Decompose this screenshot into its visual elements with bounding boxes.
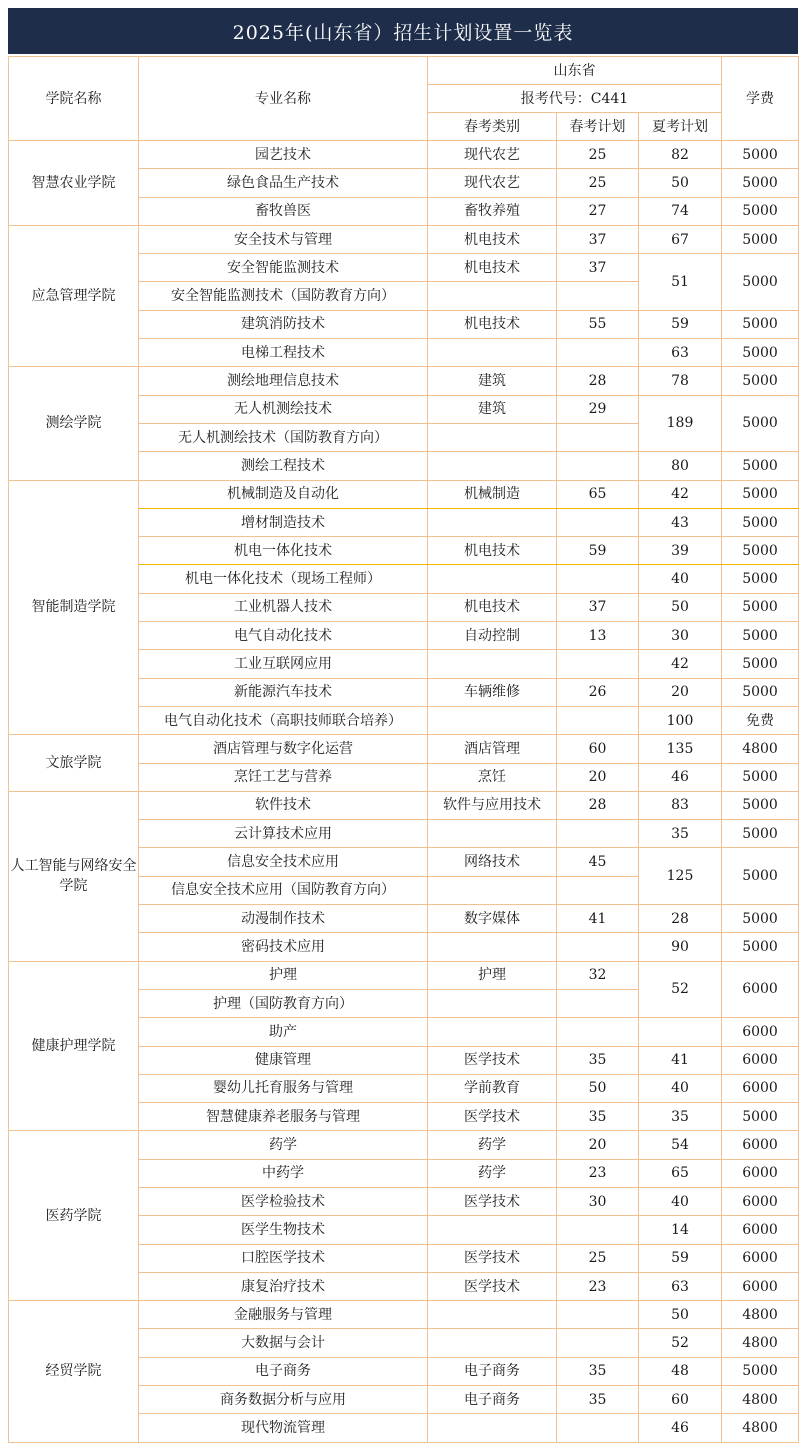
tuition-fee: 4800 <box>722 1329 799 1357</box>
header-fee: 学费 <box>722 57 799 141</box>
major-name: 安全智能监测技术（国防教育方向） <box>139 282 428 310</box>
summer-plan: 50 <box>639 593 722 621</box>
spring-category <box>428 820 557 848</box>
spring-plan: 23 <box>557 1159 639 1187</box>
tuition-fee: 6000 <box>722 1216 799 1244</box>
major-name: 电气自动化技术 <box>139 622 428 650</box>
spring-plan: 35 <box>557 1046 639 1074</box>
spring-category <box>428 706 557 734</box>
summer-plan: 46 <box>639 1414 722 1442</box>
tuition-fee: 5000 <box>722 310 799 338</box>
spring-category: 酒店管理 <box>428 735 557 763</box>
major-name: 医学检验技术 <box>139 1187 428 1215</box>
major-name: 健康管理 <box>139 1046 428 1074</box>
college-name: 医药学院 <box>9 1131 139 1301</box>
summer-plan: 65 <box>639 1159 722 1187</box>
tuition-fee: 免费 <box>722 706 799 734</box>
spring-category: 数字媒体 <box>428 905 557 933</box>
spring-category <box>428 339 557 367</box>
major-name: 测绘地理信息技术 <box>139 367 428 395</box>
spring-plan: 25 <box>557 1244 639 1272</box>
spring-plan: 26 <box>557 678 639 706</box>
spring-category: 自动控制 <box>428 622 557 650</box>
spring-category: 医学技术 <box>428 1187 557 1215</box>
tuition-fee: 4800 <box>722 735 799 763</box>
tuition-fee: 5000 <box>722 254 799 311</box>
spring-category <box>428 989 557 1017</box>
spring-category <box>428 1018 557 1046</box>
spring-category: 药学 <box>428 1159 557 1187</box>
spring-category: 畜牧养殖 <box>428 197 557 225</box>
summer-plan: 67 <box>639 225 722 253</box>
college-name: 智能制造学院 <box>9 480 139 735</box>
major-name: 增材制造技术 <box>139 508 428 536</box>
major-name: 密码技术应用 <box>139 933 428 961</box>
spring-plan: 20 <box>557 763 639 791</box>
summer-plan: 43 <box>639 508 722 536</box>
summer-plan: 41 <box>639 1046 722 1074</box>
spring-category: 药学 <box>428 1131 557 1159</box>
summer-plan: 59 <box>639 1244 722 1272</box>
summer-plan: 135 <box>639 735 722 763</box>
spring-category: 网络技术 <box>428 848 557 876</box>
major-name: 智慧健康养老服务与管理 <box>139 1103 428 1131</box>
major-name: 无人机测绘技术 <box>139 395 428 423</box>
summer-plan: 20 <box>639 678 722 706</box>
tuition-fee: 6000 <box>722 1018 799 1046</box>
spring-plan <box>557 339 639 367</box>
tuition-fee: 5000 <box>722 820 799 848</box>
spring-plan: 30 <box>557 1187 639 1215</box>
spring-plan <box>557 933 639 961</box>
major-name: 无人机测绘技术（国防教育方向） <box>139 423 428 451</box>
spring-plan <box>557 876 639 904</box>
tuition-fee: 5000 <box>722 678 799 706</box>
spring-plan: 29 <box>557 395 639 423</box>
summer-plan: 30 <box>639 622 722 650</box>
spring-plan: 20 <box>557 1131 639 1159</box>
spring-category: 机电技术 <box>428 593 557 621</box>
spring-category <box>428 423 557 451</box>
tuition-fee: 5000 <box>722 480 799 508</box>
spring-plan <box>557 820 639 848</box>
major-name: 机械制造及自动化 <box>139 480 428 508</box>
major-name: 安全技术与管理 <box>139 225 428 253</box>
spring-category: 医学技术 <box>428 1272 557 1300</box>
spring-category: 学前教育 <box>428 1074 557 1102</box>
spring-plan: 65 <box>557 480 639 508</box>
major-name: 机电一体化技术（现场工程师） <box>139 565 428 593</box>
spring-category: 机电技术 <box>428 225 557 253</box>
major-name: 中药学 <box>139 1159 428 1187</box>
tuition-fee: 5000 <box>722 141 799 169</box>
table-row <box>9 141 799 169</box>
spring-plan <box>557 1414 639 1442</box>
spring-plan <box>557 508 639 536</box>
spring-category <box>428 282 557 310</box>
major-name: 电气自动化技术（高职技师联合培养） <box>139 706 428 734</box>
college-name: 应急管理学院 <box>9 225 139 366</box>
summer-plan: 83 <box>639 791 722 819</box>
header-province: 山东省 <box>428 57 722 85</box>
tuition-fee: 5000 <box>722 508 799 536</box>
major-name: 软件技术 <box>139 791 428 819</box>
college-name: 人工智能与网络安全学院 <box>9 791 139 961</box>
major-name: 商务数据分析与应用 <box>139 1386 428 1414</box>
college-name: 文旅学院 <box>9 735 139 792</box>
spring-plan: 35 <box>557 1103 639 1131</box>
spring-plan <box>557 282 639 310</box>
spring-category: 护理 <box>428 961 557 989</box>
table-row <box>9 961 799 989</box>
header-row <box>9 57 799 85</box>
major-name: 信息安全技术应用 <box>139 848 428 876</box>
major-name: 助产 <box>139 1018 428 1046</box>
summer-plan: 59 <box>639 310 722 338</box>
summer-plan: 35 <box>639 820 722 848</box>
spring-plan: 25 <box>557 169 639 197</box>
major-name: 酒店管理与数字化运营 <box>139 735 428 763</box>
summer-plan: 125 <box>639 848 722 905</box>
tuition-fee: 5000 <box>722 791 799 819</box>
college-name: 智慧农业学院 <box>9 141 139 226</box>
summer-plan: 35 <box>639 1103 722 1131</box>
spring-plan: 37 <box>557 593 639 621</box>
tuition-fee: 5000 <box>722 395 799 452</box>
spring-plan: 55 <box>557 310 639 338</box>
spring-plan <box>557 565 639 593</box>
spring-plan: 27 <box>557 197 639 225</box>
spring-plan: 37 <box>557 254 639 282</box>
tuition-fee: 5000 <box>722 225 799 253</box>
spring-plan: 50 <box>557 1074 639 1102</box>
tuition-fee: 4800 <box>722 1386 799 1414</box>
spring-plan: 32 <box>557 961 639 989</box>
spring-plan: 25 <box>557 141 639 169</box>
tuition-fee: 5000 <box>722 1103 799 1131</box>
tuition-fee: 6000 <box>722 1272 799 1300</box>
summer-plan: 80 <box>639 452 722 480</box>
tuition-fee: 5000 <box>722 763 799 791</box>
spring-category: 机电技术 <box>428 310 557 338</box>
tuition-fee: 6000 <box>722 1046 799 1074</box>
summer-plan: 42 <box>639 650 722 678</box>
summer-plan: 40 <box>639 565 722 593</box>
tuition-fee: 6000 <box>722 1244 799 1272</box>
major-name: 信息安全技术应用（国防教育方向） <box>139 876 428 904</box>
header-summer-plan: 夏考计划 <box>639 113 722 141</box>
tuition-fee: 5000 <box>722 593 799 621</box>
tuition-fee: 5000 <box>722 1357 799 1385</box>
summer-plan: 90 <box>639 933 722 961</box>
spring-category: 电子商务 <box>428 1386 557 1414</box>
summer-plan: 63 <box>639 1272 722 1300</box>
summer-plan: 51 <box>639 254 722 311</box>
major-name: 建筑消防技术 <box>139 310 428 338</box>
summer-plan: 189 <box>639 395 722 452</box>
spring-plan: 41 <box>557 905 639 933</box>
major-name: 新能源汽车技术 <box>139 678 428 706</box>
spring-plan <box>557 423 639 451</box>
table-row <box>9 735 799 763</box>
major-name: 大数据与会计 <box>139 1329 428 1357</box>
major-name: 现代物流管理 <box>139 1414 428 1442</box>
summer-plan: 74 <box>639 197 722 225</box>
tuition-fee: 5000 <box>722 537 799 565</box>
header-code: 报考代号：C441 <box>428 85 722 113</box>
major-name: 机电一体化技术 <box>139 537 428 565</box>
major-name: 园艺技术 <box>139 141 428 169</box>
tuition-fee: 5000 <box>722 452 799 480</box>
spring-category: 建筑 <box>428 395 557 423</box>
summer-plan <box>639 1018 722 1046</box>
major-name: 药学 <box>139 1131 428 1159</box>
major-name: 电子商务 <box>139 1357 428 1385</box>
tuition-fee: 6000 <box>722 1131 799 1159</box>
tuition-fee: 4800 <box>722 1414 799 1442</box>
major-name: 医学生物技术 <box>139 1216 428 1244</box>
summer-plan: 50 <box>639 1301 722 1329</box>
spring-plan: 59 <box>557 537 639 565</box>
tuition-fee: 5000 <box>722 848 799 905</box>
summer-plan: 60 <box>639 1386 722 1414</box>
spring-category <box>428 1301 557 1329</box>
tuition-fee: 5000 <box>722 622 799 650</box>
spring-category <box>428 508 557 536</box>
tuition-fee: 6000 <box>722 1074 799 1102</box>
summer-plan: 40 <box>639 1074 722 1102</box>
spring-category <box>428 1414 557 1442</box>
major-name: 护理（国防教育方向） <box>139 989 428 1017</box>
spring-category: 建筑 <box>428 367 557 395</box>
spring-category: 软件与应用技术 <box>428 791 557 819</box>
summer-plan: 63 <box>639 339 722 367</box>
spring-category: 烹饪 <box>428 763 557 791</box>
spring-plan: 28 <box>557 791 639 819</box>
summer-plan: 54 <box>639 1131 722 1159</box>
spring-category <box>428 452 557 480</box>
header-college: 学院名称 <box>9 57 139 141</box>
summer-plan: 100 <box>639 706 722 734</box>
header-spring-plan: 春考计划 <box>557 113 639 141</box>
major-name: 烹饪工艺与营养 <box>139 763 428 791</box>
spring-category: 机电技术 <box>428 254 557 282</box>
spring-category <box>428 1216 557 1244</box>
major-name: 金融服务与管理 <box>139 1301 428 1329</box>
spring-plan <box>557 989 639 1017</box>
major-name: 工业机器人技术 <box>139 593 428 621</box>
summer-plan: 46 <box>639 763 722 791</box>
summer-plan: 82 <box>639 141 722 169</box>
tuition-fee: 4800 <box>722 1301 799 1329</box>
summer-plan: 48 <box>639 1357 722 1385</box>
tuition-fee: 5000 <box>722 339 799 367</box>
spring-category <box>428 565 557 593</box>
tuition-fee: 5000 <box>722 905 799 933</box>
spring-category <box>428 650 557 678</box>
spring-plan: 23 <box>557 1272 639 1300</box>
spring-category: 电子商务 <box>428 1357 557 1385</box>
major-name: 云计算技术应用 <box>139 820 428 848</box>
major-name: 电梯工程技术 <box>139 339 428 367</box>
spring-category: 医学技术 <box>428 1046 557 1074</box>
tuition-fee: 6000 <box>722 961 799 1018</box>
summer-plan: 42 <box>639 480 722 508</box>
spring-plan: 37 <box>557 225 639 253</box>
table-row <box>9 791 799 819</box>
college-name: 经贸学院 <box>9 1301 139 1442</box>
spring-plan <box>557 1329 639 1357</box>
spring-plan: 13 <box>557 622 639 650</box>
spring-plan <box>557 650 639 678</box>
major-name: 康复治疗技术 <box>139 1272 428 1300</box>
summer-plan: 40 <box>639 1187 722 1215</box>
spring-plan: 35 <box>557 1386 639 1414</box>
tuition-fee: 5000 <box>722 565 799 593</box>
spring-category <box>428 876 557 904</box>
major-name: 动漫制作技术 <box>139 905 428 933</box>
tuition-fee: 6000 <box>722 1187 799 1215</box>
spring-plan: 35 <box>557 1357 639 1385</box>
college-name: 测绘学院 <box>9 367 139 480</box>
spring-plan: 28 <box>557 367 639 395</box>
spring-category: 车辆维修 <box>428 678 557 706</box>
college-name: 健康护理学院 <box>9 961 139 1131</box>
major-name: 工业互联网应用 <box>139 650 428 678</box>
page-title: 2025年(山东省）招生计划设置一览表 <box>8 8 798 54</box>
major-name: 畜牧兽医 <box>139 197 428 225</box>
spring-plan: 45 <box>557 848 639 876</box>
summer-plan: 50 <box>639 169 722 197</box>
table-row <box>9 480 799 508</box>
major-name: 绿色食品生产技术 <box>139 169 428 197</box>
table-row <box>9 1131 799 1159</box>
table-row <box>9 225 799 253</box>
spring-plan <box>557 1216 639 1244</box>
tuition-fee: 5000 <box>722 169 799 197</box>
tuition-fee: 5000 <box>722 650 799 678</box>
table-row <box>9 367 799 395</box>
tuition-fee: 5000 <box>722 933 799 961</box>
summer-plan: 78 <box>639 367 722 395</box>
table-row <box>9 1301 799 1329</box>
spring-plan <box>557 1301 639 1329</box>
spring-category <box>428 1329 557 1357</box>
tuition-fee: 5000 <box>722 367 799 395</box>
spring-category: 医学技术 <box>428 1244 557 1272</box>
summer-plan: 52 <box>639 961 722 1018</box>
tuition-fee: 5000 <box>722 197 799 225</box>
header-spring-category: 春考类别 <box>428 113 557 141</box>
summer-plan: 39 <box>639 537 722 565</box>
summer-plan: 28 <box>639 905 722 933</box>
spring-category: 现代农艺 <box>428 169 557 197</box>
spring-plan <box>557 706 639 734</box>
tuition-fee: 6000 <box>722 1159 799 1187</box>
spring-category <box>428 933 557 961</box>
spring-category: 机械制造 <box>428 480 557 508</box>
spring-plan <box>557 452 639 480</box>
spring-category: 现代农艺 <box>428 141 557 169</box>
summer-plan: 52 <box>639 1329 722 1357</box>
major-name: 安全智能监测技术 <box>139 254 428 282</box>
major-name: 测绘工程技术 <box>139 452 428 480</box>
spring-category: 机电技术 <box>428 537 557 565</box>
enrollment-plan-table <box>8 56 799 1443</box>
major-name: 护理 <box>139 961 428 989</box>
spring-category: 医学技术 <box>428 1103 557 1131</box>
header-major: 专业名称 <box>139 57 428 141</box>
major-name: 婴幼儿托育服务与管理 <box>139 1074 428 1102</box>
summer-plan: 14 <box>639 1216 722 1244</box>
spring-plan <box>557 1018 639 1046</box>
major-name: 口腔医学技术 <box>139 1244 428 1272</box>
spring-plan: 60 <box>557 735 639 763</box>
